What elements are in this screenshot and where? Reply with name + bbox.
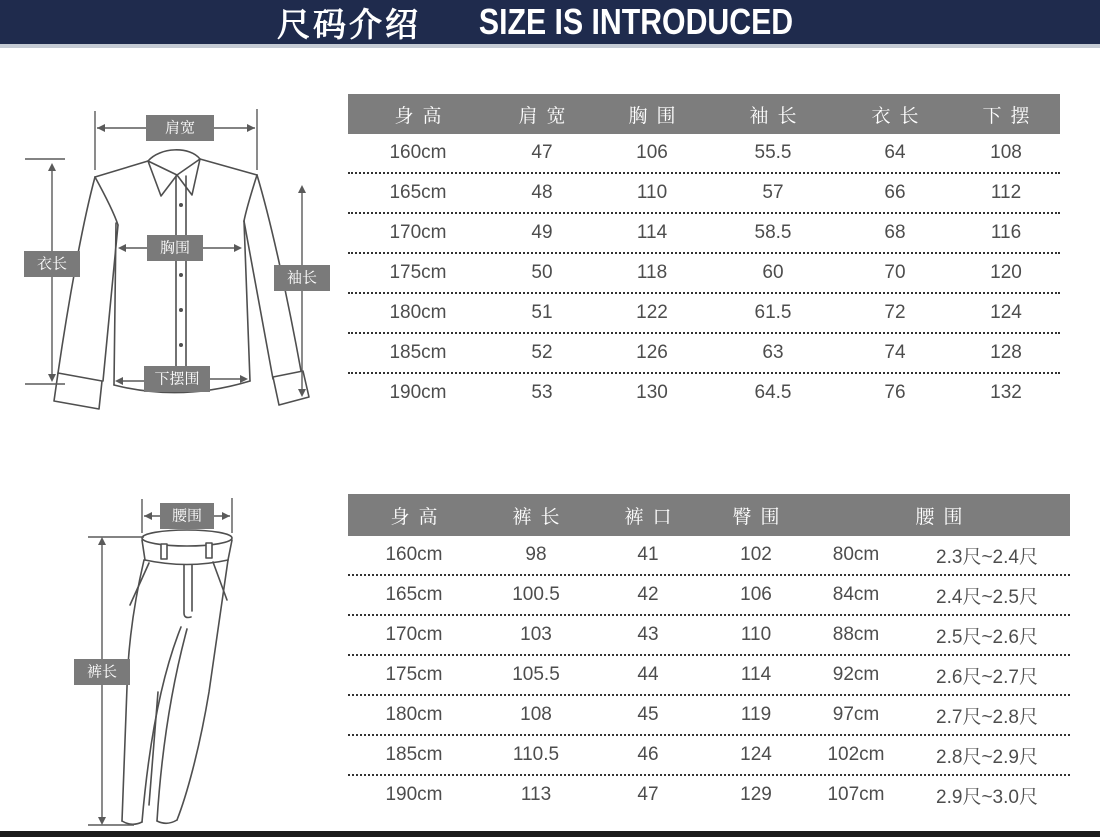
page-header-banner xyxy=(0,0,1100,48)
table-cell: 175cm xyxy=(389,262,447,283)
table-cell: 45 xyxy=(637,704,659,725)
table-cell: 66 xyxy=(884,182,906,203)
table-row xyxy=(348,536,1070,576)
pants-drawing xyxy=(122,530,232,824)
hem-dimension xyxy=(115,366,248,392)
table-cell: 175cm xyxy=(385,664,443,685)
table-cell: 180cm xyxy=(385,704,443,725)
table-cell: 2.6尺~2.7尺 xyxy=(936,666,1038,688)
column-header-shoulder: 肩宽 xyxy=(518,105,575,127)
table-cell: 48 xyxy=(531,182,553,203)
table-row xyxy=(348,334,1060,374)
table-cell: 41 xyxy=(637,544,659,565)
table-cell: 98 xyxy=(525,544,547,565)
table-cell: 114 xyxy=(636,222,668,243)
table-cell: 102cm xyxy=(827,744,885,765)
table-row xyxy=(348,294,1060,334)
table-cell: 110 xyxy=(636,182,668,203)
table-cell: 185cm xyxy=(385,744,443,765)
table-cell: 97cm xyxy=(832,704,880,725)
sleeve-length-dimension xyxy=(274,185,330,397)
table-cell: 190cm xyxy=(389,382,447,403)
table-cell: 180cm xyxy=(389,302,447,323)
shoulder-width-label: 肩宽 xyxy=(164,119,196,137)
table-cell: 190cm xyxy=(385,784,443,805)
table-cell: 60 xyxy=(762,262,784,283)
column-header-height: 身高 xyxy=(390,506,447,528)
table-cell: 2.8尺~2.9尺 xyxy=(936,746,1038,768)
table-cell: 102 xyxy=(740,544,772,565)
table-cell: 49 xyxy=(531,222,553,243)
table-cell: 110.5 xyxy=(512,744,560,765)
table-cell: 68 xyxy=(884,222,906,243)
garment-length-label: 衣长 xyxy=(36,255,68,273)
table-cell: 57 xyxy=(762,182,784,203)
pants-table-header xyxy=(348,494,1070,536)
shirt-table-header xyxy=(348,94,1060,134)
table-cell: 120 xyxy=(990,262,1022,283)
shirt-table-body xyxy=(348,134,1060,412)
table-cell: 110 xyxy=(740,624,772,645)
table-cell: 76 xyxy=(884,382,906,403)
table-cell: 55.5 xyxy=(754,142,792,163)
table-row xyxy=(348,374,1060,412)
table-cell: 160cm xyxy=(389,142,447,163)
table-cell: 122 xyxy=(636,302,668,323)
column-header-waist: 腰围 xyxy=(915,506,972,528)
column-header-sleeve: 袖长 xyxy=(749,105,806,127)
table-row xyxy=(348,736,1070,776)
table-cell: 2.5尺~2.6尺 xyxy=(936,626,1038,648)
table-cell: 43 xyxy=(637,624,659,645)
table-cell: 108 xyxy=(520,704,552,725)
table-cell: 112 xyxy=(990,182,1022,203)
table-row xyxy=(348,254,1060,294)
sleeve-length-label: 袖长 xyxy=(286,269,318,287)
shirt-measurement-diagram xyxy=(10,75,340,420)
table-cell: 84cm xyxy=(832,584,880,605)
bottom-divider-bar xyxy=(0,831,1100,837)
table-cell: 118 xyxy=(636,262,668,283)
table-cell: 50 xyxy=(531,262,553,283)
table-cell: 119 xyxy=(740,704,772,725)
table-cell: 107cm xyxy=(827,784,885,805)
table-cell: 63 xyxy=(762,342,784,363)
table-cell: 64 xyxy=(884,142,906,163)
pants-size-table xyxy=(348,494,1070,814)
table-row xyxy=(348,696,1070,736)
shirt-size-table xyxy=(348,94,1060,412)
column-header-hem: 下摆 xyxy=(982,105,1039,127)
table-cell: 165cm xyxy=(389,182,447,203)
table-row xyxy=(348,776,1070,814)
table-cell: 103 xyxy=(520,624,552,645)
table-cell: 88cm xyxy=(832,624,880,645)
column-header-length: 衣长 xyxy=(871,105,928,127)
table-cell: 106 xyxy=(636,142,668,163)
table-row xyxy=(348,174,1060,214)
table-cell: 126 xyxy=(636,342,668,363)
table-cell: 53 xyxy=(531,382,553,403)
table-cell: 44 xyxy=(637,664,659,685)
shoulder-width-dimension xyxy=(95,109,257,170)
table-cell: 124 xyxy=(740,744,772,765)
table-row xyxy=(348,214,1060,254)
table-cell: 47 xyxy=(531,142,553,163)
table-cell: 185cm xyxy=(389,342,447,363)
table-cell: 2.7尺~2.8尺 xyxy=(936,706,1038,728)
table-cell: 80cm xyxy=(832,544,880,565)
table-cell: 129 xyxy=(740,784,772,805)
table-cell: 100.5 xyxy=(512,584,560,605)
table-cell: 106 xyxy=(740,584,772,605)
waist-label: 腰围 xyxy=(171,507,203,525)
pants-length-dimension xyxy=(74,537,144,825)
pants-measurement-diagram xyxy=(60,497,350,837)
table-cell: 58.5 xyxy=(754,222,792,243)
column-header-hip: 臀围 xyxy=(732,506,789,528)
table-cell: 108 xyxy=(990,142,1022,163)
pants-table-body xyxy=(348,536,1070,814)
table-cell: 52 xyxy=(531,342,553,363)
column-header-height: 身高 xyxy=(394,105,451,127)
table-cell: 128 xyxy=(990,342,1022,363)
garment-length-dimension xyxy=(24,159,80,384)
table-row xyxy=(348,656,1070,696)
table-cell: 64.5 xyxy=(754,382,792,403)
table-row xyxy=(348,576,1070,616)
table-cell: 51 xyxy=(531,302,553,323)
waist-dimension xyxy=(142,498,232,533)
table-cell: 2.3尺~2.4尺 xyxy=(936,546,1038,568)
table-cell: 72 xyxy=(884,302,906,323)
table-cell: 47 xyxy=(637,784,659,805)
chest-dimension xyxy=(118,235,242,261)
table-cell: 42 xyxy=(637,584,659,605)
table-cell: 165cm xyxy=(385,584,443,605)
column-header-pants-length: 裤长 xyxy=(512,506,569,528)
table-cell: 46 xyxy=(637,744,659,765)
table-cell: 61.5 xyxy=(754,302,792,323)
banner-title-english: SIZE IS INTRODUCED xyxy=(478,1,794,42)
table-cell: 2.4尺~2.5尺 xyxy=(936,586,1038,608)
table-cell: 113 xyxy=(520,784,552,805)
chest-label: 胸围 xyxy=(159,239,191,257)
table-cell: 105.5 xyxy=(512,664,560,685)
table-cell: 92cm xyxy=(832,664,880,685)
table-cell: 132 xyxy=(990,382,1022,403)
pants-length-label: 裤长 xyxy=(86,663,118,681)
table-cell: 124 xyxy=(990,302,1022,323)
table-cell: 70 xyxy=(884,262,906,283)
table-cell: 170cm xyxy=(389,222,447,243)
hem-label: 下摆围 xyxy=(154,370,200,388)
table-row xyxy=(348,134,1060,174)
banner-title-chinese: 尺码介绍 xyxy=(276,5,421,43)
table-cell: 130 xyxy=(636,382,668,403)
table-cell: 116 xyxy=(990,222,1022,243)
column-header-leg-opening: 裤口 xyxy=(624,506,681,528)
table-cell: 170cm xyxy=(385,624,443,645)
table-cell: 2.9尺~3.0尺 xyxy=(936,786,1038,808)
table-cell: 114 xyxy=(740,664,772,685)
table-cell: 160cm xyxy=(385,544,443,565)
column-header-chest: 胸围 xyxy=(628,105,685,127)
table-cell: 74 xyxy=(884,342,906,363)
table-row xyxy=(348,616,1070,656)
